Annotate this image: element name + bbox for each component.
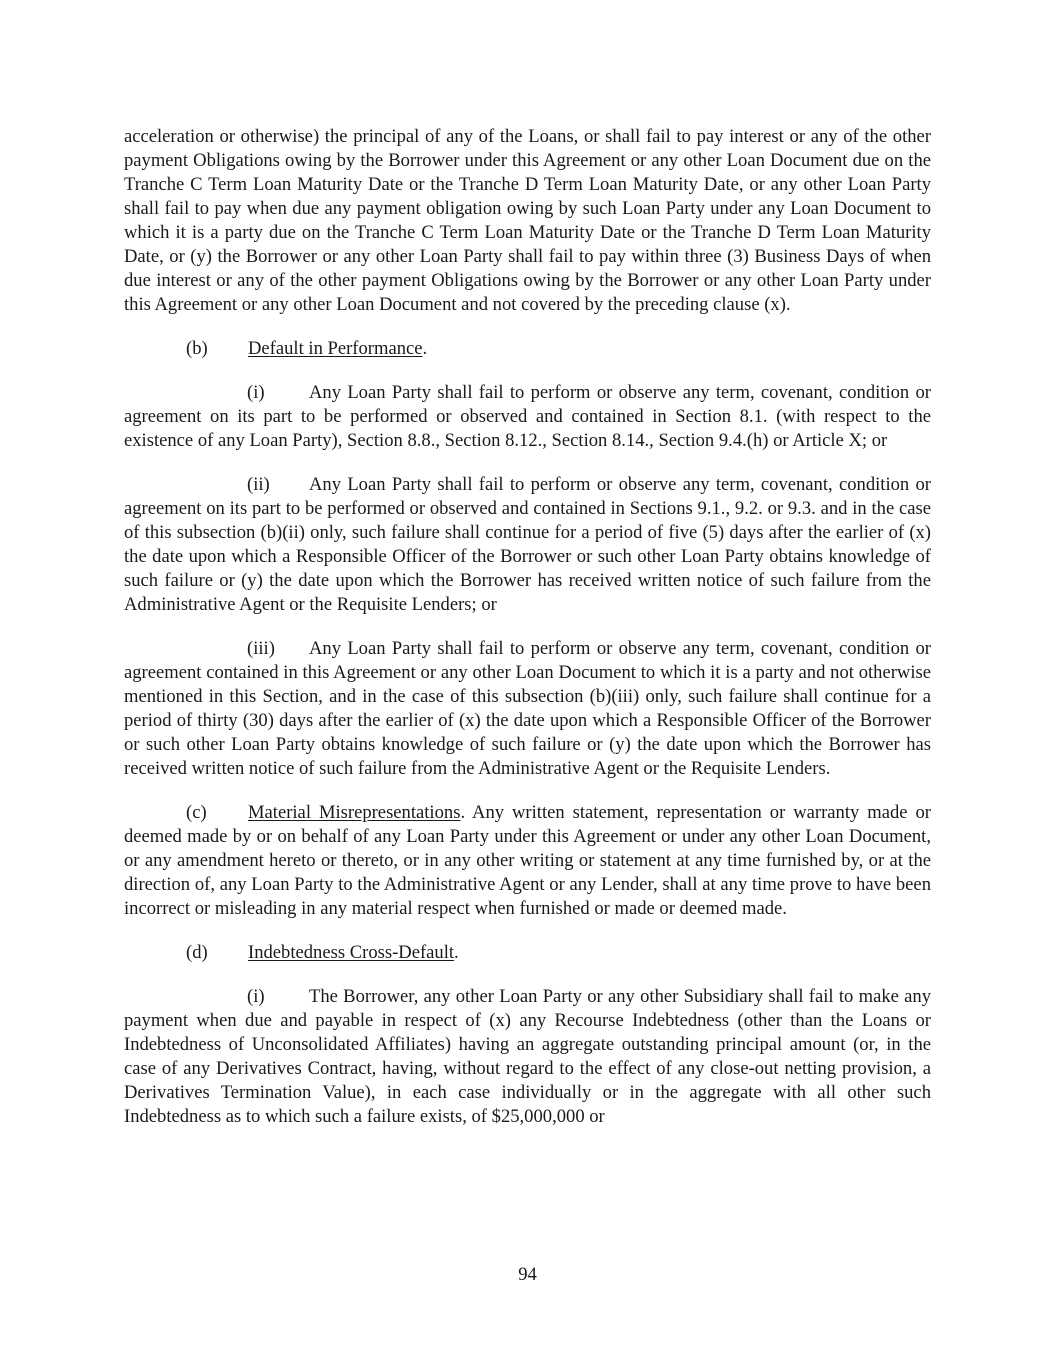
document-body bbox=[124, 125, 931, 1149]
section-b-item-i-text: Any Loan Party shall fail to perform or observe any term, covenant, condition or agreement on its part to be performed or observed and contained in Section 8.1. (with respect to the existence of any Loan Party), Section 8.8., Section 8.12., Section 8.14., Section 9.4.(h) or Article X; or bbox=[124, 382, 931, 451]
section-c-text: . Any written statement, representation or warranty made or deemed made by or on behalf of any Loan Party under this Agreement or under any other Loan Document, or any amendment hereto or thereto, or in any other writing or statement at any time furnished by, or at the direction of, any Loan Party to the Administrative Agent or any Lender, shall at any time prove to have been incorrect or misleading in any material respect when furnished or made or deemed made. bbox=[124, 802, 931, 919]
section-b-item-i-marker: (i) bbox=[247, 382, 265, 403]
section-b-item-iii bbox=[124, 637, 931, 781]
continuation-paragraph: acceleration or otherwise) the principal of any of the Loans, or shall fail to pay interest or any of the other payment Obligations owing by the Borrower under this Agreement or any other Loan Document due on the Tranche C Term Loan Maturity Date or the Tranche D Term Loan Maturity Date, or any other Loan Party shall fail to pay when due any payment obligation owing by such Loan Party under any Loan Document to which it is a party due on the Tranche C Term Loan Maturity Date or the Tranche D Term Loan Maturity Date, or (y) the Borrower or any other Loan Party shall fail to pay within three (3) Business Days of when due interest or any of the other payment Obligations owing by the Borrower or any other Loan Party under this Agreement or any other Loan Document and not covered by the preceding clause (x). bbox=[124, 126, 931, 315]
section-d-title-punct: . bbox=[454, 942, 459, 963]
section-b-item-iii-marker: (iii) bbox=[247, 638, 275, 659]
section-d-item-i-text: The Borrower, any other Loan Party or any other Subsidiary shall fail to make any payment when due and payable in respect of (x) any Recourse Indebtedness (other than the Loans or Indebtedness of Unconsolidated Affiliates) having an aggregate outstanding principal amount (or, in the case of any Derivatives Contract, having, without regard to the effect of any close-out netting provision, a Derivatives Termination Value), in each case individually or in the aggregate with all other such Indebtedness as to which such a failure exists, of $25,000,000 or bbox=[124, 986, 931, 1127]
section-c-title: Material Misrepresentations bbox=[248, 802, 461, 823]
section-b-item-ii-marker: (ii) bbox=[247, 474, 270, 495]
section-b-item-i bbox=[124, 381, 931, 453]
section-d-title: Indebtedness Cross-Default bbox=[248, 942, 455, 963]
section-b-marker: (b) bbox=[186, 338, 208, 359]
page-number: 94 bbox=[518, 1264, 537, 1285]
section-b-item-ii bbox=[124, 473, 931, 617]
section-b-title: Default in Performance bbox=[248, 338, 423, 359]
section-b-title-punct: . bbox=[422, 338, 428, 359]
section-d-heading bbox=[124, 941, 931, 965]
section-b-heading bbox=[124, 337, 931, 361]
section-d-marker: (d) bbox=[186, 942, 208, 963]
section-d-item-i-marker: (i) bbox=[247, 986, 265, 1007]
section-d-item-i bbox=[124, 985, 931, 1129]
section-b-item-ii-text: Any Loan Party shall fail to perform or observe any term, covenant, condition or agreement on its part to be performed or observed and contained in Sections 9.1., 9.2. or 9.3. and in the case of this subsection (b)(ii) only, such failure shall continue for a period of five (5) days after the earlier of (x) the date upon which a Responsible Officer of the Borrower or such other Loan Party obtains knowledge of such failure or (y) the date upon which the Borrower has received written notice of such failure from the Administrative Agent or the Requisite Lenders; or bbox=[124, 474, 931, 615]
section-c-paragraph bbox=[124, 801, 931, 921]
section-c-marker: (c) bbox=[186, 802, 207, 823]
section-b-item-iii-text: Any Loan Party shall fail to perform or observe any term, covenant, condition or agreement contained in this Agreement or any other Loan Document to which it is a party and not otherwise mentioned in this Section, and in the case of this subsection (b)(iii) only, such failure shall continue for a period of thirty (30) days after the earlier of (x) the date upon which a Responsible Officer of the Borrower or such other Loan Party obtains knowledge of such failure or (y) the date upon which the Borrower has received written notice of such failure from the Administrative Agent or the Requisite Lenders. bbox=[124, 638, 931, 779]
